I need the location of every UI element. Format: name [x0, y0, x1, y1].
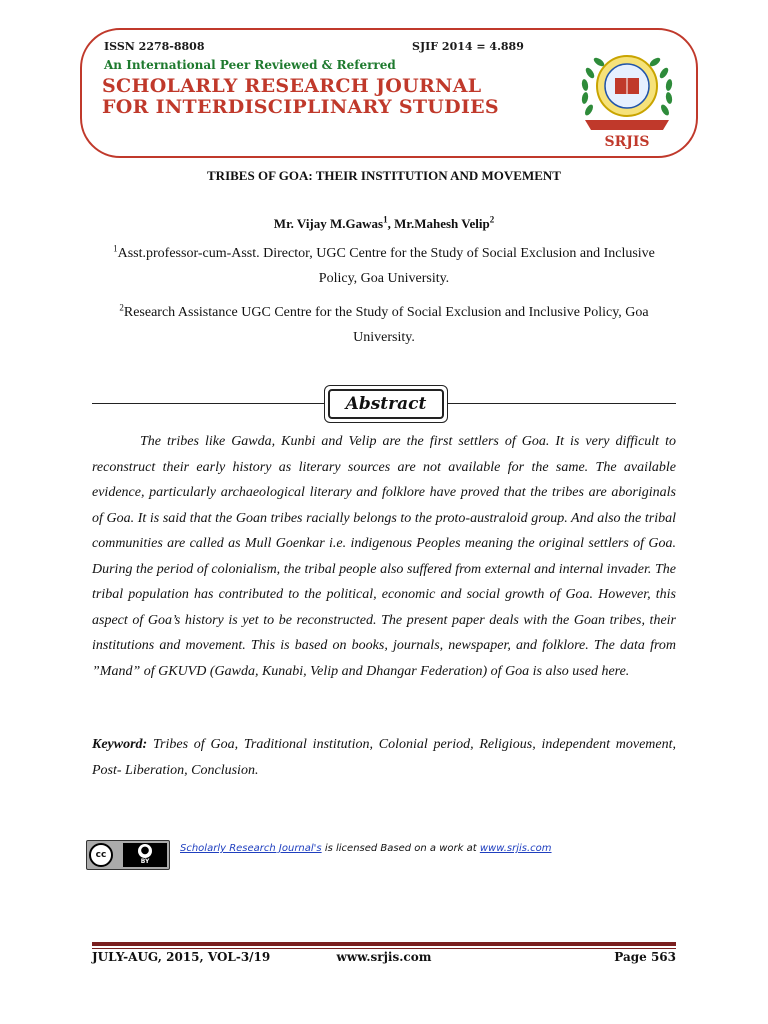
footer-rule-thin: [92, 948, 676, 949]
author-separator: ,: [387, 216, 395, 231]
creative-commons-icon: cc: [89, 843, 113, 867]
page-number: Page 563: [614, 950, 676, 964]
issn-number: ISSN 2278-8808: [104, 40, 205, 53]
srjis-website-link[interactable]: www.srjis.com: [479, 843, 552, 854]
author-2-sup: 2: [489, 214, 495, 225]
journal-logo: [567, 38, 687, 150]
person-icon: ●: [138, 844, 152, 858]
abstract-heading-box: [324, 385, 448, 423]
journal-title-line2: FOR INTERDISCIPLINARY STUDIES: [102, 96, 499, 118]
footer-rule-thick: [92, 942, 676, 946]
affiliation-1-text: Asst.professor-cum-Asst. Director, UGC Centre for the Study of Social Exclusion and Inclusive Policy, Goa University.: [117, 246, 655, 286]
sjif-score: SJIF 2014 = 4.889: [412, 40, 524, 53]
affiliation-2-text: Research Assistance UGC Centre for the Study of Social Exclusion and Inclusive Policy, Goa University.: [123, 305, 649, 345]
abstract-body: The tribes like Gawda, Kunbi and Velip are the first settlers of Goa. It is very difficult to reconstruct their early history as literary sources are not available for the same. The available evidence, particularly archaeological literary and folklore have proved that the tribes are aboriginals of Goa. It is said that the Goan tribes racially belongs to the proto-australoid group. And also the tribal communities are called as Mull Goenkar i.e. indigenous Peoples meaning the original settlers of Goa. During the period of colonialism, the tribal people also suffered from external and internal invader. The tribal population has contributed to the political, economic and social growth of Goa. However, this aspect of Goa’s history is yet to be reconstructed. The present paper deals with the Goan tribes, their institutions and movement. This is based on books, journals, newspaper, and folklore. The data from ”Mand” of GKUVD (Gawda, Kunabi, Velip and Dhangar Federation) of Goa is also used here.: [92, 434, 676, 679]
ribbon-banner-icon: [585, 120, 669, 130]
author-2: Mr.Mahesh Velip: [394, 216, 490, 231]
affiliation-1-sup: 1: [113, 243, 118, 254]
attribution-block: [123, 843, 167, 867]
paper-title: TRIBES OF GOA: THEIR INSTITUTION AND MOVEMENT: [207, 168, 561, 183]
author-1-sup: 1: [383, 214, 388, 225]
keyword-list: Tribes of Goa, Traditional institution, Colonial period, Religious, independent movement, Post- Liberation, Conclusion.: [92, 737, 676, 778]
footer-website: www.srjis.com: [336, 950, 432, 964]
issue-info: JULY-AUG, 2015, VOL-3/19: [92, 950, 271, 964]
logo-text: SRJIS: [604, 134, 650, 150]
affiliation-2-sup: 2: [119, 302, 124, 313]
by-label: BY: [140, 858, 150, 865]
license-statement: [180, 843, 552, 854]
author-1: Mr. Vijay M.Gawas: [273, 216, 384, 231]
license-middle-text: is licensed Based on a work at: [321, 843, 480, 854]
cc-license-badge[interactable]: [86, 840, 170, 870]
paper-authors: [0, 216, 768, 232]
keyword-label: Keyword:: [92, 737, 148, 752]
affiliation-2: [100, 300, 668, 350]
journal-header: [80, 28, 698, 158]
abstract-heading: Abstract: [328, 389, 444, 419]
keywords: [92, 732, 676, 783]
affiliation-1: [100, 241, 668, 291]
peer-review-tagline: An International Peer Reviewed & Referred: [104, 58, 396, 72]
journal-link[interactable]: Scholarly Research Journal's: [180, 843, 322, 854]
journal-title-line1: SCHOLARLY RESEARCH JOURNAL: [102, 75, 482, 97]
